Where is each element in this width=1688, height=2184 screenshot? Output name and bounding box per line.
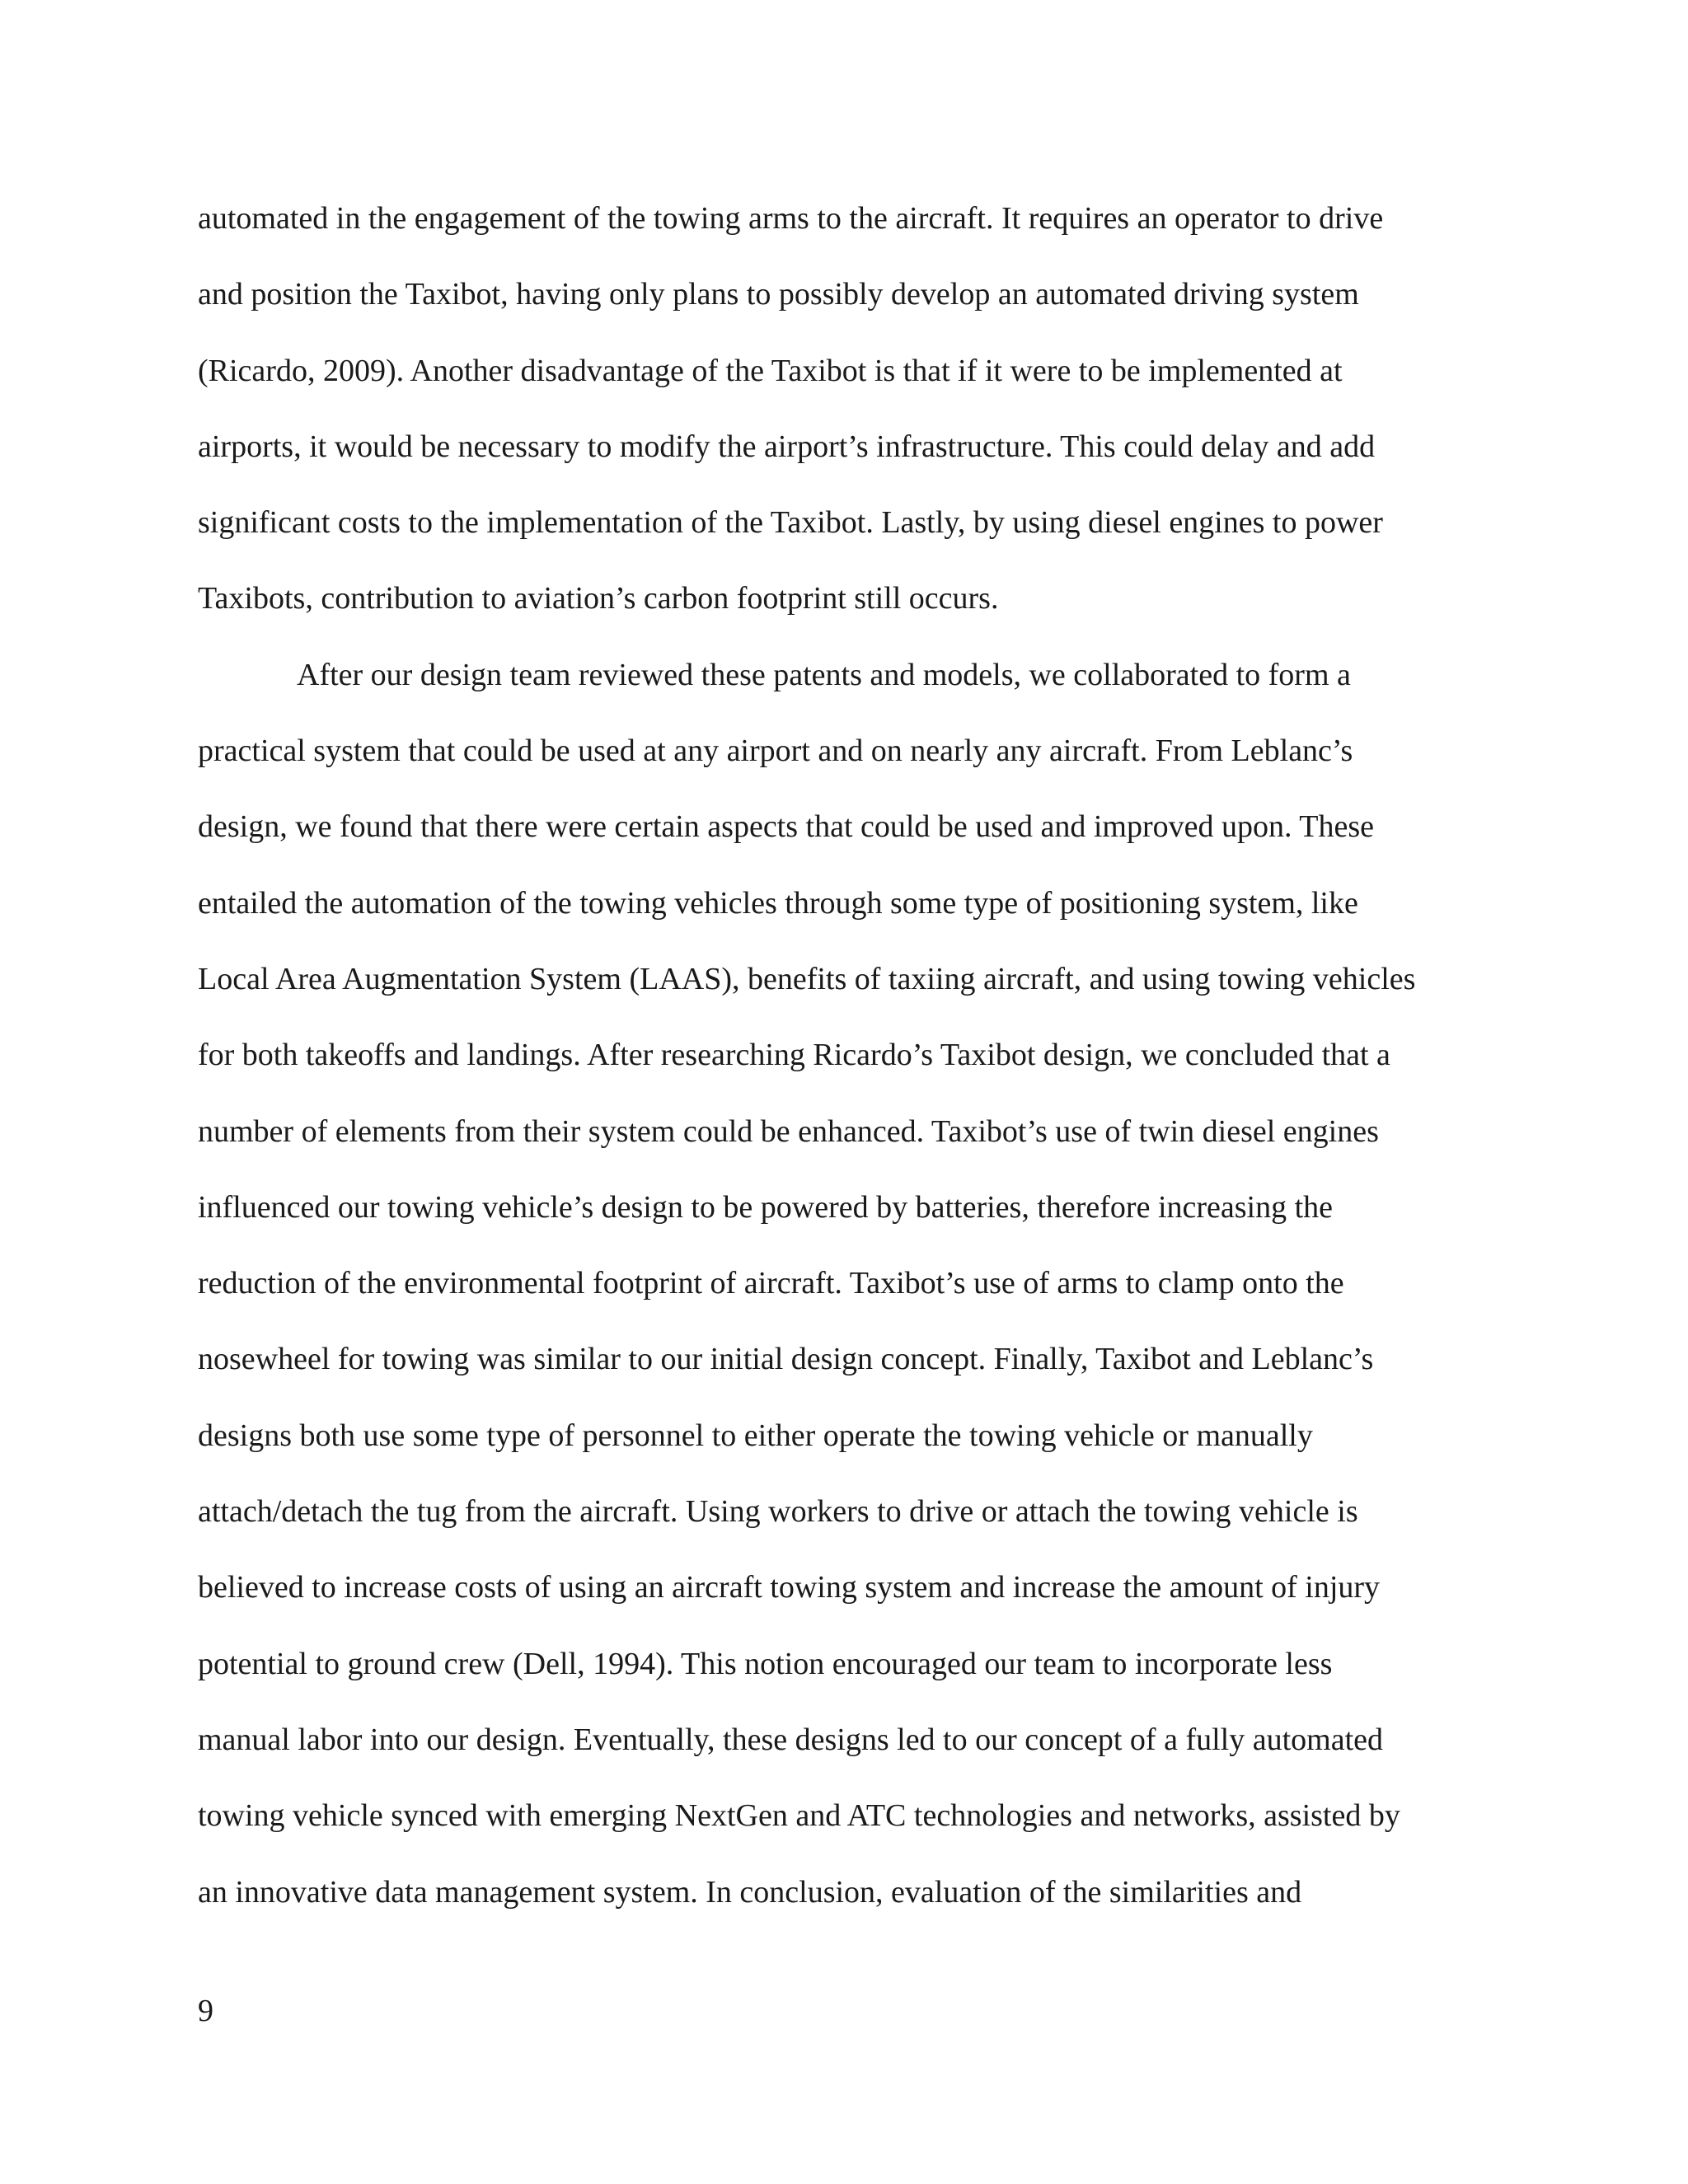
paragraph-start-line: After our design team reviewed these patents and models, we collaborated to form a [297,657,1351,692]
text-line: airports, it would be necessary to modify the airport’s infrastructure. This could delay and add [198,429,1376,464]
text-line: nosewheel for towing was similar to our initial design concept. Finally, Taxibot and Leblanc’s [198,1342,1374,1377]
text-line: believed to increase costs of using an aircraft towing system and increase the amount of injury [198,1570,1381,1605]
text-line: Taxibots, contribution to aviation’s carbon footprint still occurs. [198,581,999,616]
text-line: attach/detach the tug from the aircraft. Using workers to drive or attach the towing vehicle is [198,1494,1358,1530]
text-line: manual labor into our design. Eventually, these designs led to our concept of a fully automated [198,1722,1383,1757]
text-line: and position the Taxibot, having only plans to possibly develop an automated driving system [198,277,1359,312]
text-line: significant costs to the implementation of the Taxibot. Lastly, by using diesel engines to power [198,505,1383,541]
text-line: entailed the automation of the towing vehicles through some type of positioning system, like [198,885,1358,921]
text-line: practical system that could be used at any airport and on nearly any aircraft. From Leblanc’s [198,733,1353,769]
text-line: an innovative data management system. In conclusion, evaluation of the similarities and [198,1874,1302,1910]
text-line: reduction of the environmental footprint of aircraft. Taxibot’s use of arms to clamp onto the [198,1266,1344,1301]
text-line: potential to ground crew (Dell, 1994). This notion encouraged our team to incorporate less [198,1646,1333,1681]
text-line: automated in the engagement of the towing arms to the aircraft. It requires an operator to drive [198,201,1384,236]
text-line: number of elements from their system could be enhanced. Taxibot’s use of twin diesel engines [198,1113,1379,1149]
text-line: (Ricardo, 2009). Another disadvantage of the Taxibot is that if it were to be implemented at [198,353,1343,388]
text-line: designs both use some type of personnel to either operate the towing vehicle or manually [198,1418,1313,1453]
text-line: Local Area Augmentation System (LAAS), benefits of taxiing aircraft, and using towing vehicles [198,961,1416,996]
text-line: for both takeoffs and landings. After researching Ricardo’s Taxibot design, we concluded that a [198,1038,1390,1073]
text-line: influenced our towing vehicle’s design to be powered by batteries, therefore increasing the [198,1189,1334,1225]
text-line: towing vehicle synced with emerging NextGen and ATC technologies and networks, assisted by [198,1798,1400,1834]
page-number: 9 [198,1994,213,2028]
body-text [198,192,1500,1942]
text-line: design, we found that there were certain aspects that could be used and improved upon. These [198,809,1375,845]
